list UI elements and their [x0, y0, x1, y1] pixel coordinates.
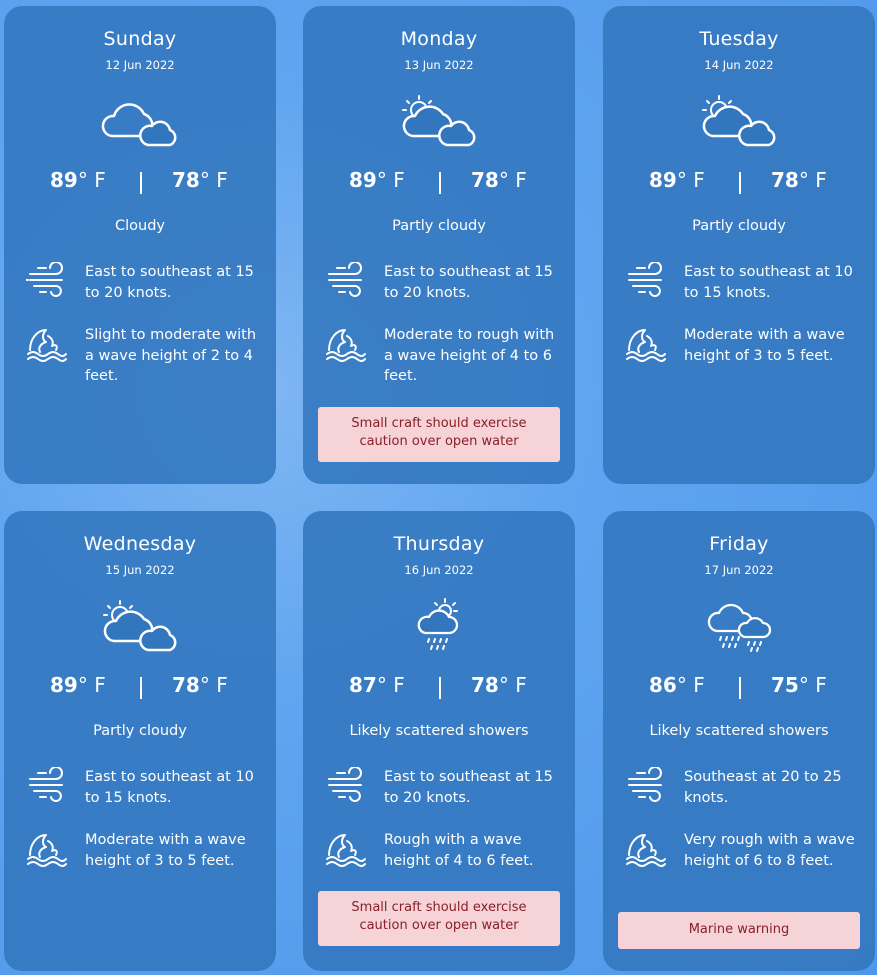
wind-text: East to southeast at 10 to 15 knots. [85, 769, 254, 806]
wave-text: Moderate with a wave height of 3 to 5 feet. [684, 327, 845, 364]
day-date: 12 Jun 2022 [105, 58, 175, 72]
forecast-card-wednesday [4, 511, 276, 971]
temp-divider [439, 677, 441, 699]
low-temp: 75° F [771, 673, 827, 697]
partly-cloudy-icon [399, 92, 479, 152]
wave-icon [625, 829, 667, 867]
wind-text: East to southeast at 15 to 20 knots. [384, 264, 553, 301]
wave-icon [26, 829, 68, 867]
wave-text: Slight to moderate with a wave height of 2 to 4 feet. [85, 327, 257, 384]
temp-divider [140, 172, 142, 194]
rain-cloud-icon [699, 597, 779, 657]
condition-text: Partly cloudy [692, 218, 786, 234]
day-name: Monday [400, 28, 478, 50]
wave-text: Moderate with a wave height of 3 to 5 feet. [85, 832, 246, 869]
wave-text: Moderate to rough with a wave height of 4 to 6 feet. [384, 327, 555, 384]
wind-text: Southeast at 20 to 25 knots. [684, 769, 842, 806]
day-date: 14 Jun 2022 [704, 58, 774, 72]
temperature-range [603, 168, 875, 198]
wave-icon [325, 829, 367, 867]
forecast-card-friday [603, 511, 875, 971]
temperature-range [303, 168, 575, 198]
wind-icon [625, 767, 667, 805]
wind-icon [325, 767, 367, 805]
sun-rain-cloud-icon [399, 597, 479, 657]
forecast-card-monday [303, 6, 575, 484]
forecast-card-sunday [4, 6, 276, 484]
wind-text: East to southeast at 15 to 20 knots. [85, 264, 254, 301]
temp-divider [739, 172, 741, 194]
wind-icon [26, 767, 68, 805]
forecast-card-thursday [303, 511, 575, 971]
day-date: 13 Jun 2022 [404, 58, 474, 72]
marine-warning: Marine warning [618, 912, 860, 949]
condition-text: Partly cloudy [93, 723, 187, 739]
wind-icon [325, 262, 367, 300]
temperature-range [603, 673, 875, 703]
wave-text: Rough with a wave height of 4 to 6 feet. [384, 832, 534, 869]
forecast-card-tuesday [603, 6, 875, 484]
day-date: 15 Jun 2022 [105, 563, 175, 577]
day-name: Thursday [393, 533, 485, 555]
wave-icon [625, 324, 667, 362]
day-name: Sunday [103, 28, 177, 50]
temp-divider [439, 172, 441, 194]
low-temp: 78° F [471, 673, 527, 697]
day-date: 16 Jun 2022 [404, 563, 474, 577]
high-temp: 89° F [349, 168, 405, 192]
wave-text: Very rough with a wave height of 6 to 8 feet. [684, 832, 855, 869]
wave-icon [26, 324, 68, 362]
condition-text: Partly cloudy [392, 218, 486, 234]
temperature-range [4, 673, 276, 703]
marine-advisory: Small craft should exercise caution over open water [318, 407, 560, 462]
condition-text: Cloudy [115, 218, 165, 234]
high-temp: 86° F [649, 673, 705, 697]
temp-divider [739, 677, 741, 699]
marine-advisory: Small craft should exercise caution over open water [318, 891, 560, 946]
high-temp: 89° F [649, 168, 705, 192]
high-temp: 89° F [50, 168, 106, 192]
wind-icon [625, 262, 667, 300]
wave-icon [325, 324, 367, 362]
day-date: 17 Jun 2022 [704, 563, 774, 577]
day-name: Wednesday [83, 533, 197, 555]
cloudy-icon [100, 92, 180, 152]
condition-text: Likely scattered showers [649, 723, 829, 739]
partly-cloudy-icon [699, 92, 779, 152]
high-temp: 89° F [50, 673, 106, 697]
low-temp: 78° F [471, 168, 527, 192]
temperature-range [4, 168, 276, 198]
partly-cloudy-icon [100, 597, 180, 657]
temperature-range [303, 673, 575, 703]
day-name: Friday [709, 533, 769, 555]
low-temp: 78° F [172, 168, 228, 192]
wind-icon [26, 262, 68, 300]
temp-divider [140, 677, 142, 699]
wind-text: East to southeast at 10 to 15 knots. [684, 264, 853, 301]
high-temp: 87° F [349, 673, 405, 697]
low-temp: 78° F [771, 168, 827, 192]
wind-text: East to southeast at 15 to 20 knots. [384, 769, 553, 806]
condition-text: Likely scattered showers [349, 723, 529, 739]
day-name: Tuesday [699, 28, 779, 50]
low-temp: 78° F [172, 673, 228, 697]
